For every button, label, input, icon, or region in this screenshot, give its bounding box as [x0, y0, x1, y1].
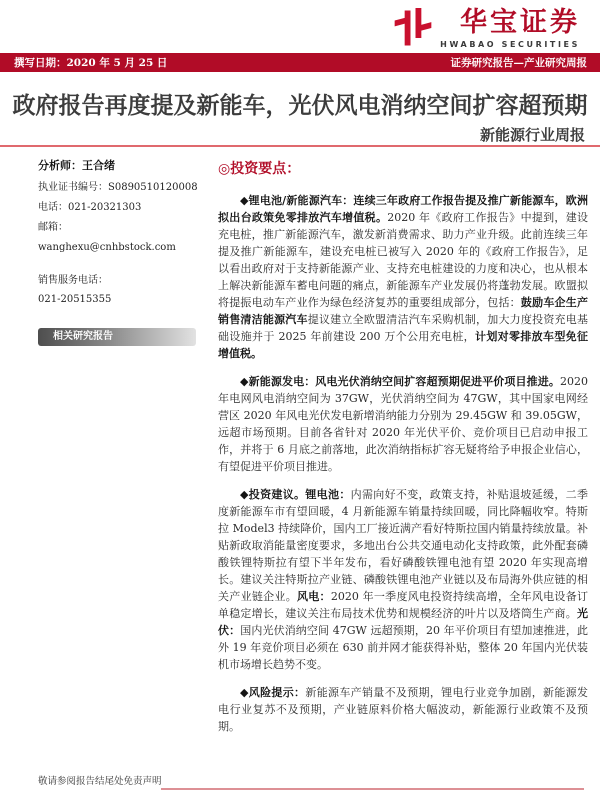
- analyst-email: 邮箱：wanghexu@cnhbstock.com: [38, 222, 176, 253]
- sales-phone-label: 销售服务电话：: [38, 275, 108, 286]
- investment-points-heading: ◎投资要点：: [218, 161, 301, 177]
- analyst-sidebar: [38, 156, 200, 346]
- related-reports-label: 相关研究报告: [53, 331, 113, 342]
- footer-disclaimer: 敬请参阅报告结尾处免责声明: [38, 776, 162, 787]
- paragraph-lithium-ev: ◆锂电池/新能源汽车：连续三年政府工作报告提及推广新能源车，欧洲拟出台政策免零排放汽车增值税。2020 年《政府工作报告》中提到，建设充电桩，推广新能源汽车，激发新消费需求、助力产业升级。此前连续三年提及推广新能源车，建设充电桩已被写入 2020 年的《政府工作报告》，足以看出政府对于支持新能源产业、支持充电桩建设的力度和决心，也从根本上解决新能源车蓄电问题的痛点，新能源车产业发展仍将蓬勃发展。欧盟拟将提振电动车产业作为绿色经济复苏的重要组成部分，包括：鼓励车企生产销售清洁能源汽车提议建立全欧盟清洁汽车采购机制，加大力度投资充电基础设施并于 2025 年前建设 200 万个公用充电桩，计划对零排放车型免征增值税。: [218, 194, 589, 360]
- report-subtitle: 新能源行业周报: [479, 126, 585, 144]
- report-type: 证券研究报告—产业研究周报: [450, 57, 587, 69]
- sales-phone-number: 021-20515355: [38, 294, 112, 305]
- related-reports-bar: [38, 328, 196, 346]
- sales-contact-block: [38, 271, 200, 309]
- analyst-phone: 电话：021-20321303: [38, 202, 142, 213]
- report-date: 撰写日期：2020 年 5 月 25 日: [14, 57, 168, 69]
- brand-header: [393, 8, 580, 49]
- brand-name-en: HWABAO SECURITIES: [440, 40, 580, 49]
- ribbon-bar: [0, 53, 600, 72]
- analyst-name: 分析师：王合绪: [38, 159, 115, 172]
- report-title: 政府报告再度提及新能车，光伏风电消纳空间扩容超预期: [12, 92, 588, 119]
- analyst-license: 执业证书编号：S0890510120008: [38, 182, 198, 193]
- paragraph-renewable-generation: ◆新能源发电：风电光伏消纳空间扩容超预期促进平价项目推进。2020 年电网风电消纳空间为 37GW，光伏消纳空间为 47GW，其中国家电网经营区 2020 年风电光伏发电新增消纳能力分别为 29.45GW 和 39.05GW，远超市场预期。目前各省针对 2020 年光伏平价、竞价项目已启动申报工作，并将于 6 月底之前落地，此次消纳指标扩容无疑将给予申报企业信心，有望促进平价项目推进。: [218, 375, 588, 473]
- brand-text: [440, 8, 580, 49]
- brand-name-cn: 华宝证券: [460, 7, 580, 38]
- footer-divider-line: [161, 788, 584, 790]
- paragraph-investment-advice: ◆投资建议。锂电池：内需向好不变，政策支持，补贴退坡延缓，二季度新能源车市有望回暖，4 月新能源车销量持续回暖，同比降幅收窄。特斯拉 Model3 持续降价，国内工厂接近满产看好特斯拉国内销量持续放量。补贴新政取消能量密度要求，多地出台公共交通电动化支持政策，此外配套磷酸铁锂特斯拉有望下半年发布，看好磷酸铁锂电池有望 2020 年实现高增长。建议关注特斯拉产业链、磷酸铁锂电池产业链以及布局海外供应链的相关产业链企业。风电：2020 年一季度风电投资持续高增，全年风电设备订单稳定增长，建议关注布局技术优势和规模经济的叶片以及塔筒生产商。光伏：国内光伏消纳空间 47GW 远超预期，20 年平价项目有望加速推进，此外 19 年竞价项目必须在 630 前并网才能获得补贴，整体 20 年国内光伏装机市场增长趋势不变。: [218, 488, 589, 671]
- paragraph-risk-warning: ◆风险提示：新能源车产销量不及预期，锂电行业竞争加剧，新能源发电行业复苏不及预期，产业链原料价格大幅波动，新能源行业政策不及预期。: [218, 686, 588, 733]
- title-divider-line: [0, 145, 600, 147]
- hwabao-logo-icon: [393, 8, 433, 48]
- main-content: [218, 158, 588, 746]
